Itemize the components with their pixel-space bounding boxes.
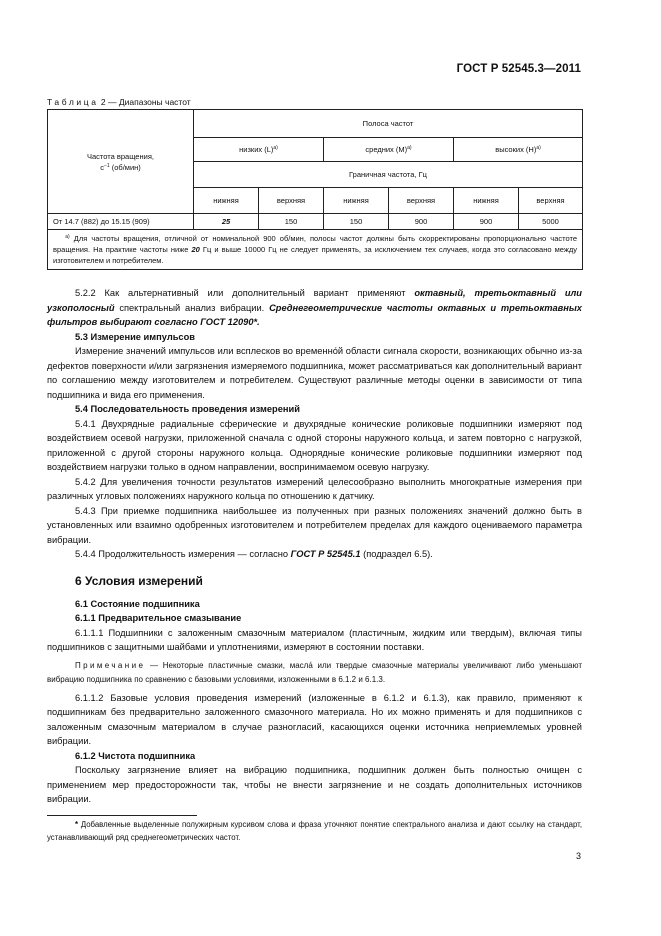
heading-5-3: 5.3 Измерение импульсов: [75, 331, 196, 342]
heading-6-1: 6.1 Состояние подшипника: [75, 598, 200, 609]
table-caption-title: 2 — Диапазоны частот: [100, 97, 191, 107]
note-word: Примечание: [75, 660, 146, 670]
frequency-ranges-table: [47, 109, 583, 270]
note-text: — Некоторые пластичные смазки, масла́ или твердые смазочные материалы увеличивают либо уменьшают вибрацию подшипника по сравнению с базовыми условиями, изложенными в 6.1.2 и 6.1.3.: [47, 660, 582, 684]
document-body: [47, 286, 582, 807]
value-cell: 900: [454, 214, 519, 230]
bound-label-cell: верхняя: [259, 188, 324, 214]
table-caption-word: Таблица: [47, 97, 99, 107]
bound-label-cell: нижняя: [194, 188, 259, 214]
value-cell: 5000: [519, 214, 583, 230]
band-high-header: высоких $(H)^{а)}$: [454, 138, 583, 162]
footnote-divider: [47, 815, 197, 816]
paragraph-5-3: Измерение значений импульсов или всплесков во временно́й области сигнала скорости, возникающих обычно из-за дефектов поверхности и/или загрязнения измеряемого подшипника, может рассматриваться как дополнительный вариант по соглашению между изготовителем и потребителем. Существуют различные методы оценки в зависимости от типа подшипника и вида его применения.: [47, 346, 582, 400]
band-header: Полоса частот: [194, 110, 583, 138]
table-note-text-a: Для частоты вращения, отличной от номинальной 900 об/мин, полосы частот должны быть скорректированы пропорционально частоте вращения. На практике частоты ниже: [53, 234, 577, 254]
footnote-mark: *: [75, 820, 79, 829]
boundary-frequency-header: Граничная частота, Гц: [194, 162, 583, 188]
paragraph-6-1-1-2: 6.1.1.2 Базовые условия проведения измерений (изложенные в 6.1.2 и 6.1.3), как правило, применяют к подшипникам без предварительно заложенного смазочного материала. Но их можно применять и для подшипников с заложенным смазочным материалом в случае разногласий, касающихся оценки источника неприемлемых уровней вибрации.: [47, 692, 582, 746]
heading-6: 6 Условия измерений: [75, 573, 203, 588]
rotation-header-line1: Частота вращения,: [87, 151, 154, 161]
band-mid-header: средних $(M)^{а)}$: [324, 138, 454, 162]
table-caption: [47, 97, 191, 107]
standard-code-header: ГОСТ Р 52545.3—2011: [456, 63, 581, 75]
table-note: [48, 230, 583, 270]
bound-label-cell: нижняя: [324, 188, 389, 214]
paragraph-6-1-2: Поскольку загрязнение влияет на вибрацию подшипника, подшипник должен быть полностью очищен с применением мер предосторожности так, чтобы не внести загрязнение и не создать дополнительных источников вибрации.: [47, 765, 582, 804]
paragraph-5-4-1: 5.4.1 Двухрядные радиальные сферические и двухрядные конические роликовые подшипники измеряют под воздействием осевой нагрузки, приложенной сначала с одной стороны наружного кольца, и затем повторно с нагрузкой, приложенной с другой стороны наружного кольца. Однорядные конические роликовые подшипники измеряют под воздействием нагрузки только в одном направлении, воспринимаемом осевую нагрузку.: [47, 418, 582, 472]
value-cell: 150: [259, 214, 324, 230]
heading-6-1-2: 6.1.2 Чистота подшипника: [75, 750, 196, 761]
heading-5-4: 5.4 Последовательность проведения измерений: [75, 404, 300, 414]
rotation-header-unit-base: с: [100, 162, 104, 172]
row-label-cell: От 14.7 (882) до 15.15 (909): [48, 214, 194, 230]
value-cell: 900: [389, 214, 454, 230]
note-6-1-1: [47, 659, 582, 687]
bound-label-cell: нижняя: [454, 188, 519, 214]
table-note-text-b: 20: [191, 245, 200, 254]
paragraph-5-4-2: 5.4.2 Для увеличения точности результатов измерений целесообразно выполнить многократные измерения при различных угловых положениях наружного кольца по отношению к датчику.: [47, 476, 582, 501]
bound-label-cell: верхняя: [519, 188, 583, 214]
footnote-text: Добавленные выделенные полужирным курсивом слова и фраза уточняют понятие спектрального анализа и дают ссылку на стандарт, устанавливающий ряд среднегеометрических частот.: [47, 820, 582, 842]
page-number: 3: [575, 851, 581, 861]
band-low-header: низких $(L)^{а)}$: [194, 138, 324, 162]
bound-label-cell: верхняя: [389, 188, 454, 214]
footnote: [47, 818, 582, 844]
value-cell: 150: [324, 214, 389, 230]
paragraph-5-4-3: 5.4.3 При приемке подшипника наибольшее из полученных при разных положениях значений должно быть в установленных или взаимно одобренных изготовителем и потребителем пределах для каждого оцениваемого параметра вибрации.: [47, 505, 582, 545]
heading-6-1-1: 6.1.1 Предварительное смазывание: [75, 613, 242, 623]
rotation-frequency-header: [48, 110, 194, 214]
table-note-mark: а): [65, 234, 70, 240]
paragraph-6-1-1-1: 6.1.1.1 Подшипники с заложенным смазочным материалом (пластичным, жидким или твердым), включая типы подшипников с защитными шайбами и уплотнениями, измеряют в состоянии поставки.: [47, 627, 582, 652]
paragraph-5-4-4: 5.4.4 Продолжительность измерения — согласно ГОСТ Р 52545.1 (подраздел 6.5).: [75, 549, 433, 559]
table-note-text-c: Гц и выше 10000 Гц не следует применять, за исключением тех случаев, когда это согласовано между изготовителем и потребителем.: [53, 245, 577, 265]
rotation-header-unit-rpm: (об/мин): [111, 162, 141, 172]
rotation-header-unit-sup: −1: [103, 162, 110, 169]
value-cell: 25: [194, 214, 259, 230]
paragraph-5-2-2: 5.2.2 Как альтернативный или дополнительный вариант применяют октавный, третьоктавный или узкополосный спектральный анализ вибрации. Среднегеометрические частоты октавных и третьоктавных фильтров выбирают согласно ГОСТ 12090*.: [47, 288, 582, 327]
